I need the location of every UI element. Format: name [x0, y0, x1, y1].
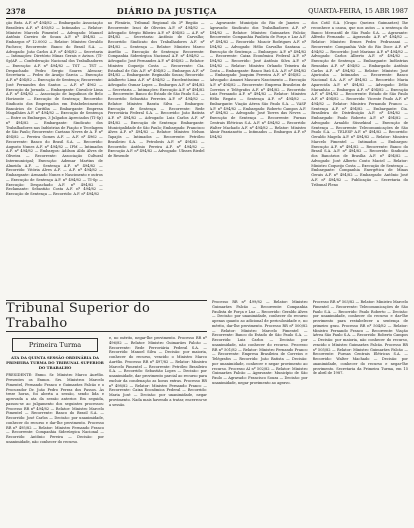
- top-text-columns: [6, 21, 408, 296]
- text-column-4: dos Cotil S.A. (Grupo Queiroz Guimarães) lhe reconhece a causa, que nos autos — a sentença do Banco Mercantil de São Paulo S.A. — Agravante: Alfredo Fernando — Agravado: A.F. nº 494/82 — Relator: Ministro Ermes Pedro Pedrassani — Recorrente: Companhia Vale do Rio Doce A.F. nº 494/82 — Recorrido: José Mariano A.F. nº 494/82 — Advogado: Carlos Alberto A.F. nº 494/82 — Execução de Sentença — Embargante: Indústrias Reunidas A.F. nº 494/82 — Embargado: Antônio Carlos A.F. nº 494/82 — Relator: Ministro José Ajuricaba — Intimados — Recorrente: Banco Nacional S.A. A.F. nº 494/82 — Recorrido: Maria Aparecida A.F. nº 494/82 — Advogado: Délio Maranhão — Embargos A.F. nº 494/82 — Execução A.F. nº 494/82 — Recorrente: Estado de São Paulo A.F. nº 494/82 — Recorrido: Vicente Paulo A.F. nº 494/82 — Relator: Ministro Fernando Franco — Sentença A.F. nº 494/82 — Embargante: Cia. Brasileira de Distribuição A.F. nº 494/82 — Embargado: Paulo Roberto A.F. nº 494/82 — Advogado: Arnaldo Süssekind — Execução de Sentença — Recorrente: Telecomunicações de São Paulo S.A. — TELESP A.F. nº 494/82 — Recorrido: Geraldo Magela A.F. nº 494/82 — Relator: Ministro Marcelo Pimentel — Intimados — Embargos: Execução A.F. nº 494/82 — Recorrente: Banco do Brasil S.A. A.F. nº 494/82 — Recorrido: Sindicato dos Bancários de Brasília A.F. nº 494/82 — Advogado: José Alberto Couto Maciel — Relator: Ministro Coqueijo Costa — Execução de Sentença — Embargante: Companhia Energética de Minas Gerais A.F. nº 494/82 — Embargado: Antônio José A.F. nº 494/82 — Publicação — Secretaria do Tribunal Pleno: [311, 21, 408, 187]
- lower-right-column-2: Processo RR nº 503/82 — Relator: Ministro Marcelo Pimentel — Recorrente: Telecomunicações de São Paulo S.A. — Recorrido: Paulo Roberto — Decisão: por unanimidade, conhecer do recurso e dar-lhe provimento para restabelecer a sentença de primeiro grau. Processo RR nº 504/82 — Relator: Ministro Fernando Franco — Recorrente: Viação Aérea São Paulo S.A. — Recorrido: Roberto Campos — Decisão: por maioria, não conhecer do recurso, vencido o Ministro Guimarães Falcão. Processo RR nº 505/82 — Relator: Ministro Guimarães Falcão — Recorrente: Furnas Centrais Elétricas S.A. — Recorrido: Walter Machado — Decisão: por unanimidade, conhecer do recurso e negar-lhe provimento. Secretaria da Primeira Turma, em 15 de abril de 1987.: [312, 300, 408, 376]
- lower-right-columns: [212, 300, 408, 496]
- section-columns: [6, 336, 207, 528]
- court-section: [6, 300, 207, 496]
- page-header: [6, 4, 408, 19]
- page-number: 2378: [6, 6, 26, 16]
- section-banner: Tribunal Superior do Trabalho: [6, 300, 207, 332]
- section-left-column: [6, 336, 104, 528]
- session-subhead: ATA DA QUINTA SESSÃO ORDINÁRIA DA PRIMEIRA TURMA DO TRIBUNAL SUPERIOR DO TRABALHO: [6, 355, 104, 370]
- issue-date: QUARTA-FEIRA, 15 ABR 1987: [308, 7, 408, 15]
- lower-right-column-1: Processo RR nº 499/82 — Relator: Ministro Guimarães Falcão — Recorrente: Companhia Paulista de Força e Luz — Recorrido: Geraldo Alves — Decisão: por unanimidade, conhecer do recurso apenas quanto ao adicional de periculosidade e, no mérito, dar-lhe provimento. Processo RR nº 500/82 — Relator: Ministro Marcelo Pimentel — Recorrente: Banco do Estado de São Paulo S.A. — Recorrido: Luiz Carlos — Decisão: por unanimidade, não conhecer do recurso. Processo RR nº 501/82 — Relator: Ministro Fernando Franco — Recorrente: Empresa Brasileira de Correios e Telégrafos — Recorrido: João Batista — Decisão: por unanimidade, conhecer e negar provimento ao recurso. Processo AI nº 502/82 — Relator: Ministro Guimarães Falcão — Agravante: Município de São Paulo — Agravado: Francisco Souza — Decisão: por unanimidade, negar provimento ao agravo.: [212, 300, 308, 385]
- section-text-1: PRESIDENTE: Exmo. Sr. Ministro Marco Aurélio. Presentes os Exmos. Srs. Ministros Marcelo Pimentel, Fernando Franco e Guimarães Falcão e o Procurador Dr. João Pedro Ferraz dos Passos. Às treze horas, foi aberta a sessão, sendo lida e aprovada a ata da sessão anterior. Em seguida, passou-se ao julgamento dos seguintes processos: Processo RR nº 494/82 — Relator: Ministro Marcelo Pimentel — Recorrente: Banco do Brasil S.A. — Recorrido: José Carlos — Decisão: por unanimidade, conhecer do recurso e dar-lhe provimento. Processo RR nº 495/82 — Relator: Ministro Fernando Franco — Recorrente: Companhia Siderúrgica Nacional — Recorrido: Antônio Pereira — Decisão: por unanimidade, não conhecer do recurso.: [6, 373, 104, 444]
- newspaper-title: DIÁRIO DA JUSTIÇA: [116, 6, 217, 16]
- text-column-2: ao Plenário, Tribunal Regional da 3ª Região — Recorrente: Iraci de Oliveira A.F. nº 494/82 — Advogado: Sérgio Ribeiro A.F. nº 494/82 — A.F. nº 494/82 — Secretaria: Antônio de Carvalho; Recorrido: Sindicato dos Trabalhadores A.F. nº 494/82 — Sentença — Relator: Ministro Marco Aurélio — Execução de Sentença: Recorrente: Companhia Siderúrgica Nacional A.F. nº 494/82 — Advogado: José Fernandes A.F. nº 494/82 — Relator: Ministro Coqueijo Costa — Recorrente: Cia. Estadual de Gás A.F. nº 494/82 — Embargos A.F. nº 494/82 — Embargante: Reginaldo Souza; Recorrido: Adalberto Lima A.F. nº 494/82 — Excelentíssimo — Advogado: Osmar Lopes — Embargos A.F. nº 494/82 — Secretaria — Intimações: Execução A.F. nº 494/82 — Recorrente: Banco do Estado de São Paulo S.A. — Recorrido: Sebastião Ferreira A.F. nº 494/82 — Relator: Ministro Barata Silva — Embargos: Execução de Sentença — Recorrente: Rede Ferroviária Federal S.A. — Recorrido: João Batista A.F. nº 494/82 — Advogado: Luiz Carlos A.F. nº 494/82 — Execução de Sentença: Embargante: Municipalidade de São Paulo; Embargado: Francisco Alves A.F. nº 494/82 — Relator: Ministro Nelson Tapajós — Intimados — Recorrente: Petróleo Brasileiro S.A. — Petrobrás A.F. nº 494/82 — Recorrido: Antônio Pereira A.F. nº 494/82 — Execução A.F. nº 494/82 — Advogado: Ulisses Riedel de Resende: [107, 21, 205, 158]
- section-text-2: e, no mérito, negar-lhe provimento. Processo RR nº 496/82 — Relator: Ministro Guimarães Falcão — Recorrente: Rede Ferroviária Federal S.A. — Recorrido: Manoel Silva — Decisão: por maioria, conhecer do recurso, vencido o Ministro Marco Aurélio. Processo RR nº 497/82 — Relator: Ministro Marcelo Pimentel — Recorrente: Petróleo Brasileiro S.A. — Recorrido: Sebastião Lopes — Decisão: por unanimidade, dar provimento parcial ao recurso para excluir da condenação as horas extras. Processo RR nº 498/82 — Relator: Ministro Fernando Franco — Recorrente: Caixa Econômica Federal — Recorrido: Maria José — Decisão: por unanimidade, negar provimento. Nada mais havendo a tratar, encerrou-se a sessão.: [109, 336, 207, 407]
- panel-label: Primeira Turma: [12, 338, 98, 352]
- text-column-3: — Agravante: Município do Rio de Janeiro — Agravado: Sindicato dos Trabalhadores A.F. nº 494/82 — Relator: Ministro Guimarães Falcão; Recorrente: Companhia Paulista de Força e Luz A.F. nº 494/82 — Recorrido: Moacir Rodrigues A.F. nº 494/82 — Advogado: Hélio Carvalho Santana — Execução de Sentença — Embargos: A.F. nº 494/82 — Recorrente: Caixa Econômica Federal A.F. nº 494/82 — Recorrido: José Antônio Silva A.F. nº 494/82 — Relator: Ministro Orlando Teixeira da Costa — Embargante: Banco Itaú S.A. A.F. nº 494/82 — Embargado: Joaquim Ferreira A.F. nº 494/82 — Advogado: Amauri Mascaro Nascimento — Execução A.F. nº 494/82 — Recorrente: Empresa Brasileira de Correios e Telégrafos A.F. nº 494/82 — Recorrido: Luiz Fernando A.F. nº 494/82 — Relator: Ministro Hélio Regato — Sentença A.F. nº 494/82 — Embargante: Viação Aérea São Paulo S.A. — VASP A.F. nº 494/82 — Embargado: Roberto Campos A.F. nº 494/82 — Advogado: José Torres das Neves — Execução de Sentença — Recorrente: Furnas Centrais Elétricas S.A. A.F. nº 494/82 — Recorrido: Walter Machado A.F. nº 494/82 — Relator: Ministro Almir Pazzianotto — Intimados — Embargos A.F. nº 494/82: [209, 21, 307, 139]
- text-column-1: ção Brás. A.F. nº 494/82 — Embargado: Associação Brasileira A.F. nº 493/82 — Intimados — Relator: Ministro Marcelo Pimentel — Advogado: Manuel Antônio Caveiro de Souza A.F. nº 494/82 — Embargos nº 12.0002 — Relator: Ministro Geraldo Pacheco; Recorrente: Banco do Brasil S.A. — Advogado: João Carlos A.F. nº 494/82 — Secretaria — Intimações: Diretório Minas Gerais e Avisos. (TI-Sp)AP. — Confederação Nacional dos Trabalhadores — Execução: A.F. nº 494/82 — TST — TST — Despachado: Pedro Sergio Soares Alencar; Secretaria — Pedro de Araújo Garcia — Execução A.F. nº 494/82 — Execução de Sentença; Recorrente: José Fernandes dos Santos — A.F. nº 4962 — Execução da Jornada — Embargante: Ciuvalcir Lima A.F. nº 494/82 — Associação de Inquilinos de Belo Horizonte — Execução de Sentença; Recorrido: Sindicato dos Empregados em Estabelecimentos Bancários de Curitiba — Embargante: Empresa Magalhães A.F. nº 494/82 — Execução de Sentença — Entre os Embargos, 3 Julgados Apreciados (TI-Sp) nº 494/82 — Embargante: Sindicato dos Trabalhadores nas Indústrias de Fiação e Tecelagem de São Paulo; Recorrente: Caetano Neves de A. F. nº 494/82 — Pereira Gomes A.F. — A.F. nº 4962 — Recorrente: Banco do Brasil S.A. — Recorrido: Augusto Nunes A.F. nº 494/82 — IPM — Intimados A.F. nº 494/82 — Embargos: Adilson Aldo Alves de Oliveira — Recorrente: Associação Cultural Intermunicipal; Execução: Ademar Martins de Almeida A.F. — Sentença A.F. nº 494/82 — Recorrido: Vitória Alves A.F. — A.F. nº 494/82 — Embargante: Armando Nunes e Nascimento e outros — Execução de Sentença A.F. nº 494/82 — TI-Sp — Execução: Despachado A.F. nº 494/82 — Reclamante: Sebastião Costa A.F. nº 494/82 — Execução de Sentença — Recorrido: A.F. nº 494/82: [6, 21, 103, 196]
